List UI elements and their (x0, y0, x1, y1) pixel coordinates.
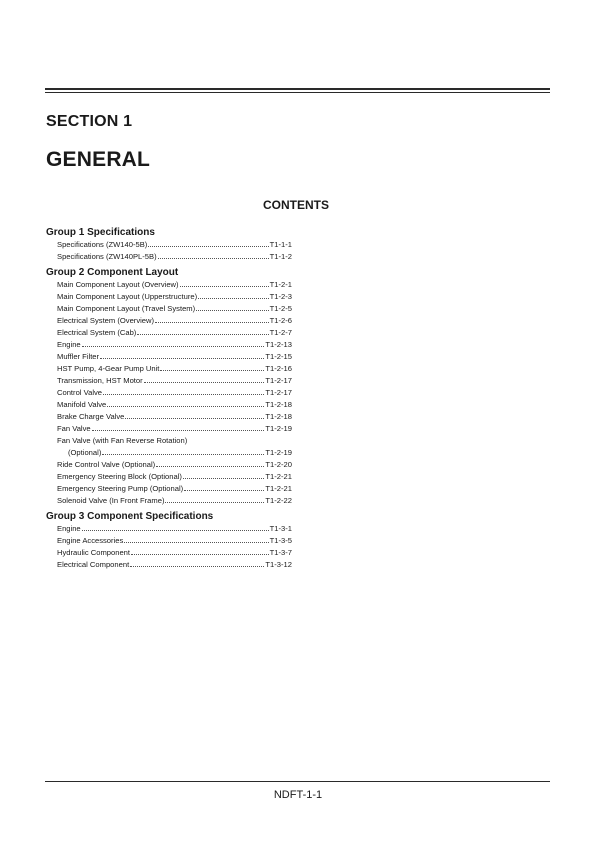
toc-entry-label: Main Component Layout (Overview) (57, 280, 179, 289)
toc-leader (92, 430, 265, 431)
section-label: SECTION 1 (46, 113, 133, 130)
toc-entry-label: Transmission, HST Motor (57, 376, 143, 385)
contents-heading: CONTENTS (263, 198, 329, 212)
toc-entry-page: T1-1-2 (269, 252, 292, 261)
toc-entry-label: Control Valve (57, 388, 103, 397)
toc-entry-label: Ride Control Valve (Optional) (57, 460, 156, 469)
toc-entry-page: T1-2-20 (265, 460, 292, 469)
header-rule-thin (45, 92, 550, 93)
toc-entry-label: Specifications (ZW140PL-5B) (57, 252, 157, 261)
toc-entry-label: (Optional) (68, 448, 102, 457)
toc-leader (184, 490, 264, 491)
toc-entry[interactable] (46, 411, 292, 423)
toc-entry-page: T1-3-12 (265, 560, 292, 569)
toc-entry[interactable] (46, 387, 292, 399)
header-rule-thick (45, 88, 550, 90)
toc-entry-page: T1-2-18 (265, 412, 292, 421)
toc-entry-page: T1-2-22 (265, 496, 292, 505)
toc-entry-label: Fan Valve (57, 424, 91, 433)
toc-entry-label: Manifold Valve (57, 400, 107, 409)
toc-leader (137, 334, 268, 335)
toc-leader (148, 246, 268, 247)
toc-entry[interactable] (46, 535, 292, 547)
toc-entry-label: Electrical Component (57, 560, 130, 569)
toc-entry-page: T1-2-7 (269, 328, 292, 337)
toc-leader (155, 322, 269, 323)
toc-entry-page: T1-2-16 (265, 364, 292, 373)
toc-entry-page: T1-2-17 (265, 376, 292, 385)
toc-entry-label: HST Pump, 4-Gear Pump Unit (57, 364, 160, 373)
toc-entry[interactable] (46, 375, 292, 387)
toc-entry-label-line[interactable]: Fan Valve (with Fan Reverse Rotation) (57, 436, 188, 445)
toc-leader (158, 258, 269, 259)
toc-entry-page: T1-2-6 (269, 316, 292, 325)
toc-leader (183, 478, 264, 479)
toc-entry[interactable] (46, 447, 292, 459)
toc-entry[interactable] (46, 471, 292, 483)
toc-entry-label: Engine (57, 340, 81, 349)
toc-entry[interactable] (46, 559, 292, 571)
table-of-contents (46, 226, 292, 571)
toc-entry[interactable] (46, 523, 292, 535)
toc-leader (180, 286, 269, 287)
toc-entry-page: T1-1-1 (269, 240, 292, 249)
toc-entry[interactable] (46, 483, 292, 495)
toc-leader (144, 382, 265, 383)
toc-leader (100, 358, 264, 359)
toc-entry[interactable] (46, 251, 292, 263)
toc-leader (82, 346, 265, 347)
toc-entry[interactable] (46, 327, 292, 339)
toc-entry-label: Engine (57, 524, 81, 533)
toc-entry-label: Specifications (ZW140-5B) (57, 240, 148, 249)
toc-entry[interactable] (46, 279, 292, 291)
toc-entry[interactable] (46, 423, 292, 435)
toc-leader (160, 370, 264, 371)
toc-leader (82, 530, 269, 531)
toc-entry-page: T1-3-1 (269, 524, 292, 533)
toc-entry[interactable] (46, 239, 292, 251)
page-number: NDFT-1-1 (273, 789, 323, 801)
toc-entry-page: T1-2-18 (265, 400, 292, 409)
toc-entry-label: Main Component Layout (Upperstructure) (57, 292, 198, 301)
toc-entry[interactable] (46, 547, 292, 559)
toc-group-title: Group 1 Specifications (46, 227, 155, 238)
toc-entry-label: Emergency Steering Block (Optional) (57, 472, 182, 481)
toc-entry-label: Engine Accessories (57, 536, 124, 545)
toc-entry-page: T1-2-17 (265, 388, 292, 397)
toc-entry-page: T1-2-19 (265, 448, 292, 457)
toc-entry-page: T1-2-13 (265, 340, 292, 349)
toc-entry-label: Muffler Filter (57, 352, 100, 361)
toc-entry-page: T1-2-15 (265, 352, 292, 361)
toc-entry[interactable] (46, 339, 292, 351)
toc-leader (103, 394, 264, 395)
toc-leader (198, 298, 268, 299)
toc-entry-page: T1-2-3 (269, 292, 292, 301)
toc-leader (130, 566, 264, 567)
toc-entry-page: T1-3-5 (269, 536, 292, 545)
toc-leader (102, 454, 264, 455)
toc-entry-label: Solenoid Valve (In Front Frame) (57, 496, 165, 505)
toc-entry[interactable] (46, 351, 292, 363)
toc-entry-page: T1-2-19 (265, 424, 292, 433)
toc-leader (131, 554, 269, 555)
toc-entry[interactable] (46, 459, 292, 471)
toc-entry-page: T1-2-5 (269, 304, 292, 313)
toc-entry[interactable] (46, 291, 292, 303)
toc-group-title: Group 2 Component Layout (46, 267, 179, 278)
toc-leader (165, 502, 264, 503)
toc-entry[interactable] (46, 363, 292, 375)
toc-entry[interactable] (46, 399, 292, 411)
toc-entry-label: Electrical System (Overview) (57, 316, 155, 325)
toc-entry[interactable] (46, 303, 292, 315)
toc-leader (107, 406, 264, 407)
toc-entry[interactable] (46, 315, 292, 327)
toc-entry-label: Main Component Layout (Travel System) (57, 304, 196, 313)
toc-entry[interactable] (46, 495, 292, 507)
toc-entry-page: T1-2-1 (269, 280, 292, 289)
toc-entry-page: T1-2-21 (265, 484, 292, 493)
toc-entry-label: Emergency Steering Pump (Optional) (57, 484, 184, 493)
toc-leader (196, 310, 268, 311)
toc-entry-label: Hydraulic Component (57, 548, 131, 557)
toc-leader (124, 542, 268, 543)
section-title: GENERAL (46, 148, 151, 171)
toc-leader (125, 418, 264, 419)
toc-entry-label: Brake Charge Valve (57, 412, 125, 421)
toc-entry-label: Electrical System (Cab) (57, 328, 137, 337)
toc-entry-page: T1-2-21 (265, 472, 292, 481)
toc-leader (156, 466, 264, 467)
footer-rule (45, 781, 550, 782)
toc-entry-page: T1-3-7 (269, 548, 292, 557)
toc-group-title: Group 3 Component Specifications (46, 511, 214, 522)
